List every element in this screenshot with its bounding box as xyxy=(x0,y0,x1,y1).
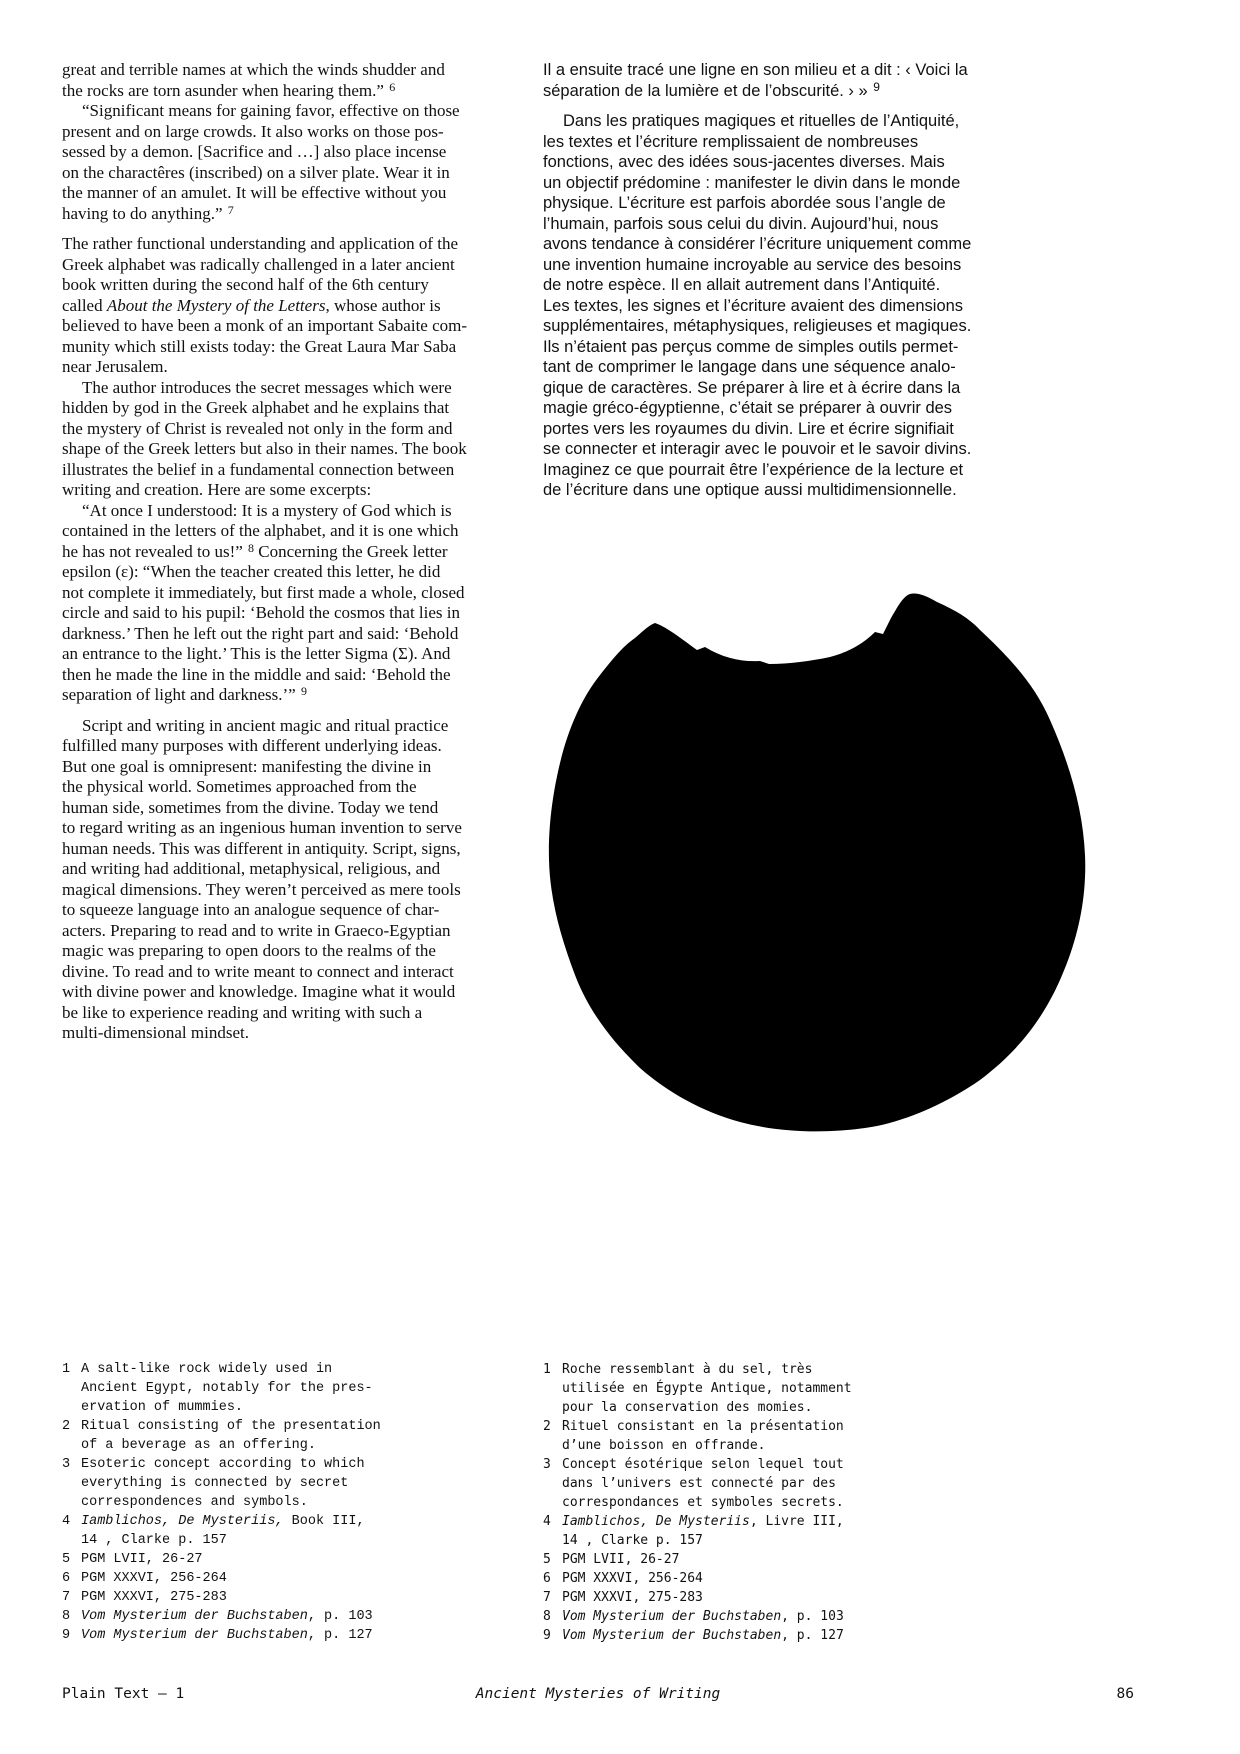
text-line xyxy=(62,921,532,942)
footnote-text xyxy=(562,1455,1013,1512)
text-line xyxy=(62,81,532,102)
text-segment: un objectif prédomine : manifester le divin dans le monde xyxy=(543,173,961,192)
text-line xyxy=(543,132,1023,153)
footnote-number: 3 xyxy=(543,1457,551,1472)
footnote-line xyxy=(562,1360,1013,1379)
footnote-line xyxy=(81,1436,527,1455)
text-line xyxy=(62,1023,532,1044)
footnote-item xyxy=(543,1512,1013,1550)
text-line xyxy=(543,419,1023,440)
text-segment: believed to have been a monk of an important Sabaite com- xyxy=(62,316,468,335)
text-line xyxy=(543,234,1023,255)
text-line xyxy=(62,163,532,184)
text-line xyxy=(62,521,532,542)
text-segment: acters. Preparing to read and to write in Graeco-Egyptian xyxy=(62,920,451,940)
text-segment: human needs. This was different in antiquity. Script, signs, xyxy=(62,838,461,858)
footer-article-title: Ancient Mysteries of Writing xyxy=(475,1686,721,1702)
text-line xyxy=(543,378,1023,399)
footnote-text xyxy=(81,1626,527,1645)
footnote-item xyxy=(62,1455,527,1512)
text-segment: Il a ensuite tracé une ligne en son milieu et a dit : ‹ Voici la xyxy=(543,61,968,79)
text-line xyxy=(62,357,532,378)
text-segment: Rituel consistant en la présentation xyxy=(562,1419,844,1434)
text-segment: 14 , Clarke p. 157 xyxy=(562,1533,703,1548)
text-segment: Ancient Egypt, notably for the pres- xyxy=(81,1381,373,1396)
footnote-line xyxy=(562,1588,1013,1607)
text-segment: great and terrible names at which the winds shudder and xyxy=(62,60,445,79)
text-line xyxy=(543,60,1023,81)
text-segment: , Livre III, xyxy=(749,1514,844,1529)
text-segment: ervation of mummies. xyxy=(81,1400,244,1415)
footnote-reference: 9 xyxy=(873,79,880,94)
text-line xyxy=(62,583,532,604)
footnote-line xyxy=(81,1493,527,1512)
text-segment: hidden by god in the Greek alphabet and he explains that xyxy=(62,398,450,417)
footnote-item xyxy=(62,1588,527,1607)
footnote-reference: 8 xyxy=(248,540,255,555)
text-segment: Book III, xyxy=(283,1514,365,1529)
text-segment: multi-dimensional mindset. xyxy=(62,1023,249,1042)
text-segment: de notre espèce. Il en allait autrement dans l’Antiquité. xyxy=(543,276,941,294)
text-line xyxy=(62,183,532,204)
text-line xyxy=(62,60,532,81)
english-column xyxy=(62,60,532,1044)
text-line xyxy=(62,777,532,798)
footnote-item xyxy=(62,1550,527,1569)
text-segment: magic was preparing to open doors to the realms of the xyxy=(62,941,436,960)
footnote-line xyxy=(562,1626,1013,1645)
text-segment: then he made the line in the middle and said: ‘Behold the xyxy=(62,664,451,684)
text-segment: physique. L’écriture est parfois abordée sous l’angle de xyxy=(543,194,946,212)
footnote-item xyxy=(543,1626,1013,1645)
text-segment: Greek alphabet was radically challenged in a later ancient xyxy=(62,254,455,274)
text-segment: “At once I understood: It is a mystery of God which is xyxy=(82,500,452,520)
footnote-item xyxy=(543,1588,1013,1607)
footnote-text xyxy=(562,1512,1013,1550)
footnote-line xyxy=(562,1379,1013,1398)
text-line xyxy=(62,736,532,757)
footnote-line xyxy=(562,1531,1013,1550)
text-segment: PGM LVII, 26-27 xyxy=(562,1552,680,1567)
footnote-text xyxy=(562,1626,1013,1645)
text-segment: Vom Mysterium der Buchstaben xyxy=(562,1628,782,1643)
text-segment: magie gréco-égyptienne, c’était se préparer à ouvrir des xyxy=(543,399,953,417)
footnote-line xyxy=(562,1569,1013,1588)
text-segment: to regard writing as an ingenious human invention to serve xyxy=(62,818,462,837)
text-line xyxy=(62,941,532,962)
text-segment: “Significant means for gaining favor, effective on those xyxy=(82,101,460,120)
text-segment: Vom Mysterium der Buchstaben xyxy=(81,1609,308,1624)
text-line xyxy=(62,122,532,143)
text-segment: Imaginez ce que pourrait être l’expérience de la lecture et xyxy=(543,460,964,479)
text-segment: Script and writing in ancient magic and ritual practice xyxy=(82,715,449,735)
footnote-line xyxy=(81,1569,527,1588)
text-line xyxy=(62,859,532,880)
text-segment: A salt-like rock widely used in xyxy=(81,1362,333,1377)
footnote-text xyxy=(81,1360,527,1417)
text-line xyxy=(62,204,532,225)
text-segment: gique de caractères. Se préparer à lire et à écrire dans la xyxy=(543,378,961,397)
text-segment: be like to experience reading and writing with such a xyxy=(62,1002,423,1022)
footnote-text xyxy=(562,1360,1013,1417)
footnotes-english xyxy=(62,1360,527,1645)
text-line xyxy=(62,337,532,358)
footer-series-title: Plain Text – 1 xyxy=(62,1686,185,1702)
text-segment: supplémentaires, métaphysiques, religieuses et magiques. xyxy=(543,317,972,335)
text-segment: Vom Mysterium der Buchstaben xyxy=(562,1609,782,1624)
text-segment: on the charactêres (inscribed) on a silver plate. Wear it in xyxy=(62,162,450,182)
footnote-item xyxy=(543,1417,1013,1455)
text-segment: , p. 127 xyxy=(307,1628,373,1643)
text-line xyxy=(543,480,1023,501)
text-line xyxy=(543,439,1023,460)
text-segment: fonctions, avec des idées sous-jacentes diverses. Mais xyxy=(543,153,945,171)
footnote-text xyxy=(81,1550,527,1569)
footnote-text xyxy=(562,1588,1013,1607)
footnote-number: 9 xyxy=(543,1628,551,1643)
text-segment: Vom Mysterium der Buchstaben xyxy=(81,1628,308,1643)
page-footer xyxy=(62,1686,1134,1708)
text-segment: correspondances et symboles secrets. xyxy=(562,1495,844,1510)
footnote-line xyxy=(562,1455,1013,1474)
text-line xyxy=(543,275,1023,296)
text-segment: une invention humaine incroyable au service des besoins xyxy=(543,255,962,274)
text-segment: , p. 103 xyxy=(781,1609,844,1624)
text-segment: PGM LVII, 26-27 xyxy=(81,1552,203,1567)
footnote-text xyxy=(81,1569,527,1588)
text-segment: to squeeze language into an analogue sequence of char- xyxy=(62,900,440,919)
text-segment: The rather functional understanding and application of the xyxy=(62,234,459,253)
footnote-number: 6 xyxy=(543,1571,551,1586)
text-line xyxy=(543,214,1023,235)
footnote-reference: 7 xyxy=(227,202,234,217)
text-segment: 14 , Clarke p. 157 xyxy=(81,1533,227,1548)
text-segment: portes vers les royaumes du divin. Lire et écrire signifiait xyxy=(543,419,954,438)
text-line xyxy=(543,81,1023,102)
text-line xyxy=(62,275,532,296)
text-line xyxy=(62,1003,532,1024)
text-line xyxy=(543,193,1023,214)
footnote-line xyxy=(562,1436,1013,1455)
footnote-number: 1 xyxy=(62,1362,71,1377)
footnote-text xyxy=(81,1455,527,1512)
text-segment: sessed by a demon. [Sacrifice and …] also place incense xyxy=(62,142,447,161)
footnote-item xyxy=(62,1417,527,1455)
text-segment: divine. To read and to write meant to connect and interact xyxy=(62,961,454,981)
text-line xyxy=(543,337,1023,358)
text-line xyxy=(62,644,532,665)
text-line xyxy=(62,316,532,337)
text-segment: PGM XXXVI, 256-264 xyxy=(81,1571,227,1586)
footnote-line xyxy=(562,1550,1013,1569)
footnote-item xyxy=(62,1626,527,1645)
text-line xyxy=(62,665,532,686)
footnote-line xyxy=(562,1474,1013,1493)
text-segment: shape of the Greek letters but also in their names. The book xyxy=(62,439,467,458)
footnote-line xyxy=(562,1398,1013,1417)
footnote-item xyxy=(543,1455,1013,1512)
footnote-number: 3 xyxy=(62,1457,71,1472)
text-line xyxy=(62,296,532,317)
text-segment: l’humain, parfois sous celui du divin. Aujourd’hui, nous xyxy=(543,214,939,233)
text-segment: the rocks are torn asunder when hearing them.” xyxy=(62,80,389,100)
text-segment: Esoteric concept according to which xyxy=(81,1457,365,1472)
footnote-line xyxy=(81,1626,527,1645)
text-segment: the physical world. Sometimes approached from the xyxy=(62,777,417,796)
footnote-item xyxy=(543,1569,1013,1588)
text-line xyxy=(62,460,532,481)
text-segment: present and on large crowds. It also works on those pos- xyxy=(62,121,444,141)
text-segment: magical dimensions. They weren’t perceived as mere tools xyxy=(62,879,461,899)
text-segment: séparation de la lumière et de l’obscurité. › » xyxy=(543,81,873,100)
footnote-number: 5 xyxy=(543,1552,551,1567)
text-line xyxy=(62,624,532,645)
text-segment: correspondences and symbols. xyxy=(81,1495,308,1510)
footnote-item xyxy=(543,1360,1013,1417)
text-segment: avons tendance à considérer l’écriture uniquement comme xyxy=(543,235,972,253)
text-segment: Iamblichos, De Mysteriis xyxy=(562,1514,750,1529)
text-segment: with divine power and knowledge. Imagine what it would xyxy=(62,982,456,1001)
footnote-line xyxy=(81,1588,527,1607)
footnote-line xyxy=(562,1607,1013,1626)
footnote-item xyxy=(543,1607,1013,1626)
text-line xyxy=(62,982,532,1003)
text-segment: writing and creation. Here are some excerpts: xyxy=(62,480,372,499)
text-line xyxy=(62,542,532,563)
text-line xyxy=(543,111,1023,132)
footnote-number: 5 xyxy=(62,1552,71,1567)
text-line xyxy=(62,900,532,921)
text-segment: not complete it immediately, but first made a whole, closed xyxy=(62,582,465,602)
text-line xyxy=(62,142,532,163)
text-line xyxy=(62,818,532,839)
text-segment: human side, sometimes from the divine. Today we tend xyxy=(62,797,439,817)
footnote-number: 6 xyxy=(62,1571,71,1586)
text-line xyxy=(62,101,532,122)
text-segment: PGM XXXVI, 275-283 xyxy=(562,1590,703,1605)
footnote-line xyxy=(81,1379,527,1398)
footer-page-number: 86 xyxy=(1116,1686,1134,1702)
text-line xyxy=(62,880,532,901)
text-segment: epsilon (ε): “When the teacher created this letter, he did xyxy=(62,562,441,581)
text-line xyxy=(62,562,532,583)
text-segment: de l’écriture dans une optique aussi multidimensionnelle. xyxy=(543,481,957,499)
text-line xyxy=(62,234,532,255)
footnote-reference: 9 xyxy=(300,684,307,698)
text-segment: dans l’univers est connecté par des xyxy=(562,1476,836,1491)
footnote-number: 4 xyxy=(62,1514,71,1529)
text-segment: illustrates the belief in a fundamental connection between xyxy=(62,459,455,479)
text-line xyxy=(62,255,532,276)
footnote-reference: 6 xyxy=(389,79,396,94)
text-segment: the mystery of Christ is revealed not only in the form and xyxy=(62,418,453,438)
footnote-number: 9 xyxy=(62,1628,71,1643)
text-segment: , p. 127 xyxy=(781,1628,844,1643)
text-segment: contained in the letters of the alphabet, and it is one which xyxy=(62,521,459,540)
text-segment: se connecter et interagir avec le pouvoir et le savoir divins. xyxy=(543,440,972,458)
text-segment: everything is connected by secret xyxy=(81,1476,349,1491)
footnote-number: 2 xyxy=(543,1419,551,1434)
text-line xyxy=(62,603,532,624)
footnote-text xyxy=(81,1588,527,1607)
text-segment: having to do anything.” xyxy=(62,203,227,223)
footnote-item xyxy=(62,1569,527,1588)
footnote-text xyxy=(562,1417,1013,1455)
text-line xyxy=(543,173,1023,194)
text-segment: separation of light and darkness.’” xyxy=(62,685,300,704)
text-segment: book written during the second half of the 6th century xyxy=(62,275,429,294)
footnote-line xyxy=(81,1512,527,1531)
footnote-line xyxy=(81,1474,527,1493)
footnote-line xyxy=(81,1398,527,1417)
text-line xyxy=(543,296,1023,317)
text-line xyxy=(543,152,1023,173)
text-line xyxy=(543,398,1023,419)
text-line xyxy=(62,501,532,522)
text-segment: Iamblichos, De Mysteriis, xyxy=(81,1514,284,1529)
text-segment: of a beverage as an offering. xyxy=(81,1438,316,1453)
ink-blob-shape xyxy=(549,593,1085,1131)
text-segment: circle and said to his pupil: ‘Behold the cosmos that lies in xyxy=(62,603,461,622)
footnote-number: 2 xyxy=(62,1419,71,1434)
footnote-text xyxy=(562,1550,1013,1569)
footnote-line xyxy=(81,1531,527,1550)
text-segment: tant de comprimer le langage dans une séquence analo- xyxy=(543,358,956,376)
text-segment: , p. 103 xyxy=(307,1609,373,1624)
footnote-text xyxy=(562,1607,1013,1626)
text-segment: les textes et l’écriture remplissaient de nombreuses xyxy=(543,132,919,151)
text-segment: utilisée en Égypte Antique, notamment xyxy=(562,1381,852,1396)
footnote-text xyxy=(81,1417,527,1455)
text-line xyxy=(62,398,532,419)
text-segment: and writing had additional, metaphysical, religious, and xyxy=(62,859,441,878)
footnote-text xyxy=(562,1569,1013,1588)
text-line xyxy=(62,798,532,819)
text-segment: But one goal is omnipresent: manifesting the divine in xyxy=(62,756,432,776)
footnote-number: 8 xyxy=(62,1609,71,1624)
text-line xyxy=(543,460,1023,481)
text-segment: Concept ésotérique selon lequel tout xyxy=(562,1457,844,1472)
text-segment: near Jerusalem. xyxy=(62,357,168,376)
text-segment: d’une boisson en offrande. xyxy=(562,1438,766,1453)
text-segment: darkness.’ Then he left out the right part and said: ‘Behold xyxy=(62,623,459,643)
footnote-text xyxy=(81,1512,527,1550)
text-line xyxy=(62,480,532,501)
text-segment: Concerning the Greek letter xyxy=(254,541,448,561)
text-line xyxy=(62,962,532,983)
text-segment: The author introduces the secret messages which were xyxy=(82,377,452,397)
text-line xyxy=(62,685,532,706)
text-segment: , whose author is xyxy=(325,295,441,315)
text-segment: Dans les pratiques magiques et rituelles de l’Antiquité, xyxy=(563,112,960,130)
footnote-line xyxy=(81,1607,527,1626)
text-line xyxy=(62,439,532,460)
footnote-line xyxy=(81,1455,527,1474)
text-segment: Ils n’étaient pas perçus comme de simples outils permet- xyxy=(543,337,959,356)
footnotes-french xyxy=(543,1360,1013,1645)
text-segment: munity which still exists today: the Great Laura Mar Saba xyxy=(62,336,457,356)
footnote-line xyxy=(81,1360,527,1379)
text-line xyxy=(62,378,532,399)
text-segment: Ritual consisting of the presentation xyxy=(81,1419,381,1434)
text-line xyxy=(543,316,1023,337)
text-segment: PGM XXXVI, 275-283 xyxy=(81,1590,227,1605)
text-segment: About the Mystery of the Letters xyxy=(106,295,326,315)
text-segment: Les textes, les signes et l’écriture avaient des dimensions xyxy=(543,296,964,315)
footnote-item xyxy=(62,1512,527,1550)
footnote-number: 7 xyxy=(543,1590,551,1605)
footnote-number: 7 xyxy=(62,1590,71,1605)
footnote-line xyxy=(562,1417,1013,1436)
footnote-item xyxy=(62,1607,527,1626)
text-line xyxy=(543,255,1023,276)
footnote-number: 1 xyxy=(543,1362,551,1377)
footnote-item xyxy=(543,1550,1013,1569)
text-line xyxy=(62,419,532,440)
footnote-item xyxy=(62,1360,527,1417)
text-segment: Roche ressemblant à du sel, très xyxy=(562,1362,813,1377)
text-line xyxy=(62,839,532,860)
text-line xyxy=(543,357,1023,378)
footnote-text xyxy=(81,1607,527,1626)
footnote-line xyxy=(562,1512,1013,1531)
text-segment: called xyxy=(62,295,107,315)
text-segment: the manner of an amulet. It will be effective without you xyxy=(62,183,447,202)
footnote-number: 4 xyxy=(543,1514,551,1529)
footnote-number: 8 xyxy=(543,1609,551,1624)
text-segment: he has not revealed to us!” xyxy=(62,541,248,561)
text-segment: fulfilled many purposes with different underlying ideas. xyxy=(62,736,442,755)
text-segment: PGM XXXVI, 256-264 xyxy=(562,1571,703,1586)
footnote-line xyxy=(81,1417,527,1436)
text-segment: an entrance to the light.’ This is the letter Sigma (Σ). And xyxy=(62,644,451,663)
footnote-line xyxy=(562,1493,1013,1512)
footnote-line xyxy=(81,1550,527,1569)
text-segment: pour la conservation des momies. xyxy=(562,1400,813,1415)
french-column xyxy=(543,60,1023,501)
text-line xyxy=(62,716,532,737)
text-line xyxy=(62,757,532,778)
ink-blob-figure xyxy=(545,580,1095,1140)
